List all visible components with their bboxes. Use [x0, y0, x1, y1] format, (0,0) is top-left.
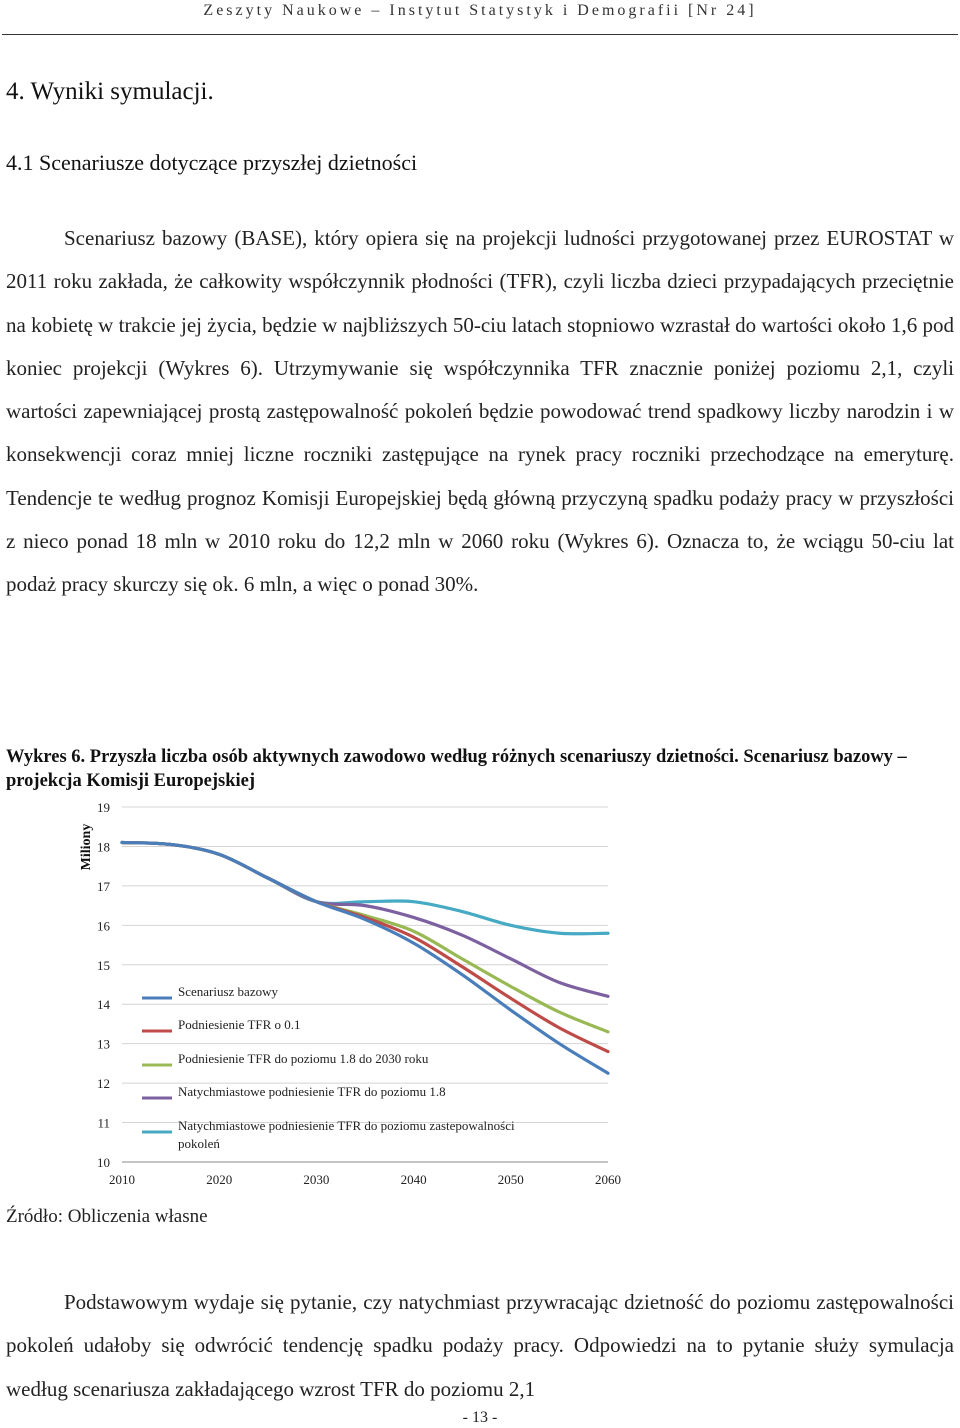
- series-line: [122, 843, 608, 1074]
- y-tick-label: 11: [97, 1115, 110, 1131]
- legend-label: Natychmiastowe podniesienie TFR do poziomu 1.8: [178, 1084, 446, 1099]
- figure-caption: Wykres 6. Przyszła liczba osób aktywnych zawodowo według różnych scenariuszy dzietności. Scenariusz bazowy – projekcja Komisji Europejskiej: [6, 747, 907, 791]
- x-tick-label: 2030: [303, 1172, 330, 1187]
- y-tick-label: 14: [97, 997, 110, 1013]
- legend-label-cont: pokoleń: [178, 1136, 220, 1151]
- y-tick-label: 18: [97, 839, 110, 855]
- y-tick-label: 13: [97, 1036, 110, 1052]
- body-paragraph-2: Podstawowym wydaje się pytanie, czy natychmiast przywracając dzietność do poziomu zastępowalności pokoleń udałoby się odwrócić tendencję spadku podaży pracy. Odpowiedzi na to pytanie służy symulacja według scenariusza zakładającego wzrost TFR do poziomu 2,1: [6, 1290, 954, 1401]
- x-tick-label: 2040: [400, 1172, 427, 1187]
- series-line: [122, 843, 608, 1032]
- subsection-title: 4.1 Scenariusze dotyczące przyszłej dzietności: [6, 150, 418, 175]
- header-divider: [2, 34, 958, 35]
- legend-label: Podniesienie TFR do poziomu 1.8 do 2030 roku: [178, 1051, 429, 1066]
- y-axis-label: Miliony: [79, 823, 94, 871]
- figure-source: Źródło: Obliczenia własne: [6, 1206, 208, 1227]
- legend-label: Scenariusz bazowy: [178, 984, 278, 999]
- x-tick-label: 2010: [109, 1172, 135, 1187]
- y-tick-label: 15: [97, 957, 110, 973]
- running-header: Zeszyty Naukowe – Instytut Statystyk i Demografii [Nr 24]: [203, 2, 757, 19]
- legend-label: Podniesienie TFR o 0.1: [178, 1017, 301, 1032]
- section-title: 4. Wyniki symulacji.: [6, 78, 214, 105]
- y-tick-label: 17: [97, 878, 110, 894]
- x-tick-label: 2060: [595, 1172, 621, 1187]
- x-tick-label: 2050: [497, 1172, 524, 1187]
- y-tick-label: 19: [97, 800, 110, 815]
- y-tick-label: 16: [97, 918, 110, 934]
- chart-series: [122, 843, 608, 1074]
- x-tick-label: 2020: [206, 1172, 233, 1187]
- page-number: - 13 -: [462, 1409, 498, 1426]
- y-tick-label: 10: [97, 1155, 110, 1170]
- body-paragraph-1: Scenariusz bazowy (BASE), który opiera się na projekcji ludności przygotowanej przez EUROSTAT w 2011 roku zakłada, że całkowity współczynnik płodności (TFR), czyli liczba dzieci przypadających przeciętnie na kobietę w trakcie jej życia, będzie w najbliższych 50-ciu latach stopniowo wzrastał do wartości około 1,6 pod koniec projekcji (Wykres 6). Utrzymywanie się współczynnika TFR znacznie poniżej poziomu 2,1, czyli wartości zapewniającej prostą zastępowalność pokoleń będzie powodować trend spadkowy liczby narodzin i w konsekwencji coraz mniej liczne roczniki zastępujące na rynek pracy roczniki przechodzące na emeryturę. Tendencje te według prognoz Komisji Europejskiej będą główną przyczyną spadku podaży pracy w przyszłości z nieco ponad 18 mln w 2010 roku do 12,2 mln w 2060 roku (Wykres 6). Oznacza to, że wciągu 50-ciu lat podaż pracy skurczy się ok. 6 mln, a więc o ponad 30%.: [6, 226, 954, 597]
- line-chart: [60, 795, 660, 1200]
- chart-container: [60, 795, 660, 1200]
- legend-label: Natychmiastowe podniesienie TFR do poziomu zastepowalności: [178, 1118, 515, 1133]
- chart-legend: [142, 984, 515, 1151]
- y-tick-label: 12: [97, 1076, 110, 1092]
